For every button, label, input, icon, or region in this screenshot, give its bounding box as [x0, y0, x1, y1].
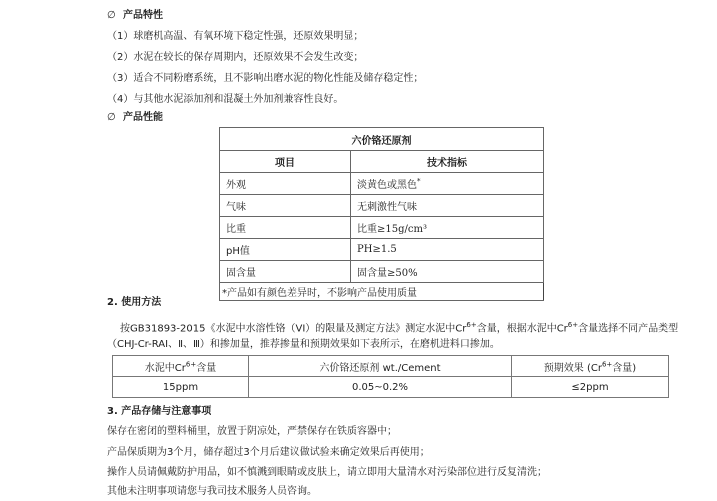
- storage-item: 其他未注明事项请您与我司技术服务人员咨询。: [107, 486, 317, 497]
- item-cell: 固含量: [220, 261, 351, 283]
- spec-cell: PH≥1.5: [351, 239, 544, 261]
- storage-item: 产品保质期为3个月，储存超过3个月后建议做试验来确定效果后再使用；: [107, 447, 430, 458]
- dosage-table: [112, 355, 669, 398]
- footnote-marker: *: [417, 177, 421, 186]
- usage-heading: 2. 使用方法: [107, 297, 162, 308]
- performance-title: 产品性能: [123, 112, 163, 123]
- spec-cell: 无刺激性气味: [351, 195, 544, 217]
- col-header-expected-effect: 预期效果 ($Cr^{6+}$含量): [512, 356, 669, 377]
- feature-item: （1）球磨机高温、有氧环境下稳定性强，还原效果明显；: [107, 31, 364, 42]
- usage-paragraph-line2: （CHJ-Cr-RAⅠ、Ⅱ、Ⅲ）和掺加量，推荐掺量和预期效果如下表所示，在磨机进料口掺加。: [107, 339, 500, 350]
- superscript: 6+: [466, 321, 477, 329]
- item-cell: 气味: [220, 195, 351, 217]
- table-row: [220, 239, 544, 261]
- spec-table: [219, 127, 544, 301]
- spec-cell: [351, 173, 544, 195]
- table-row: [113, 377, 669, 398]
- table-row: [220, 217, 544, 239]
- col-header-cr-content: 水泥中$Cr^{6+}$含量: [113, 356, 249, 377]
- usage-text: 按GB31893-2015《水泥中水溶性铬（VI）的限量及测定方法》测定水泥中Cr: [120, 323, 467, 335]
- features-heading: [107, 9, 163, 23]
- spec-cell: 比重≥15g/cm³: [351, 217, 544, 239]
- item-cell: pH值: [220, 239, 351, 261]
- col-header-item: 项目: [220, 151, 351, 173]
- table-row: [220, 173, 544, 195]
- table-row: [220, 261, 544, 283]
- item-cell: 外观: [220, 173, 351, 195]
- col-header-spec: 技术指标: [351, 151, 544, 173]
- features-title: 产品特性: [123, 10, 163, 21]
- item-cell: 比重: [220, 217, 351, 239]
- empty-set-bullet-icon: ∅: [107, 112, 116, 123]
- storage-heading: 3. 产品存储与注意事项: [107, 406, 212, 417]
- table-row: [220, 195, 544, 217]
- usage-text: 含量选择不同产品类型: [578, 323, 679, 335]
- cr-content-cell: 15ppm: [113, 377, 249, 398]
- storage-item: 操作人员请佩戴防护用品，如不慎溅到眼睛或皮肤上，请立即用大量清水对污染部位进行反复清洗；: [107, 467, 547, 478]
- spec-cell: 固含量≥50%: [351, 261, 544, 283]
- feature-item: （2）水泥在较长的保存周期内，还原效果不会发生改变；: [107, 52, 364, 63]
- col-header-dosage: 六价铬还原剂 wt./Cement: [249, 356, 512, 377]
- expected-effect-cell: ≤2ppm: [512, 377, 669, 398]
- superscript: 6+: [567, 321, 579, 329]
- storage-item: 保存在密闭的塑料桶里，放置于阴凉处，严禁保存在铁质容器中；: [107, 426, 397, 437]
- table-header-row: [113, 356, 669, 377]
- usage-text: 含量，根据水泥中Cr: [476, 323, 568, 335]
- performance-heading: [107, 111, 163, 125]
- empty-set-bullet-icon: ∅: [107, 10, 116, 21]
- usage-paragraph: [120, 318, 678, 336]
- spec-value: 淡黄色或黑色: [357, 180, 417, 191]
- dosage-cell: 0.05~0.2%: [249, 377, 512, 398]
- feature-item: （4）与其他水泥添加剂和混凝土外加剂兼容性良好。: [107, 94, 344, 105]
- feature-item: （3）适合不同粉磨系统，且不影响出磨水泥的物化性能及储存稳定性；: [107, 73, 424, 84]
- spec-table-title: 六价铬还原剂: [220, 128, 544, 151]
- table-footnote: *产品如有颜色差异时，不影响产品使用质量: [220, 283, 544, 301]
